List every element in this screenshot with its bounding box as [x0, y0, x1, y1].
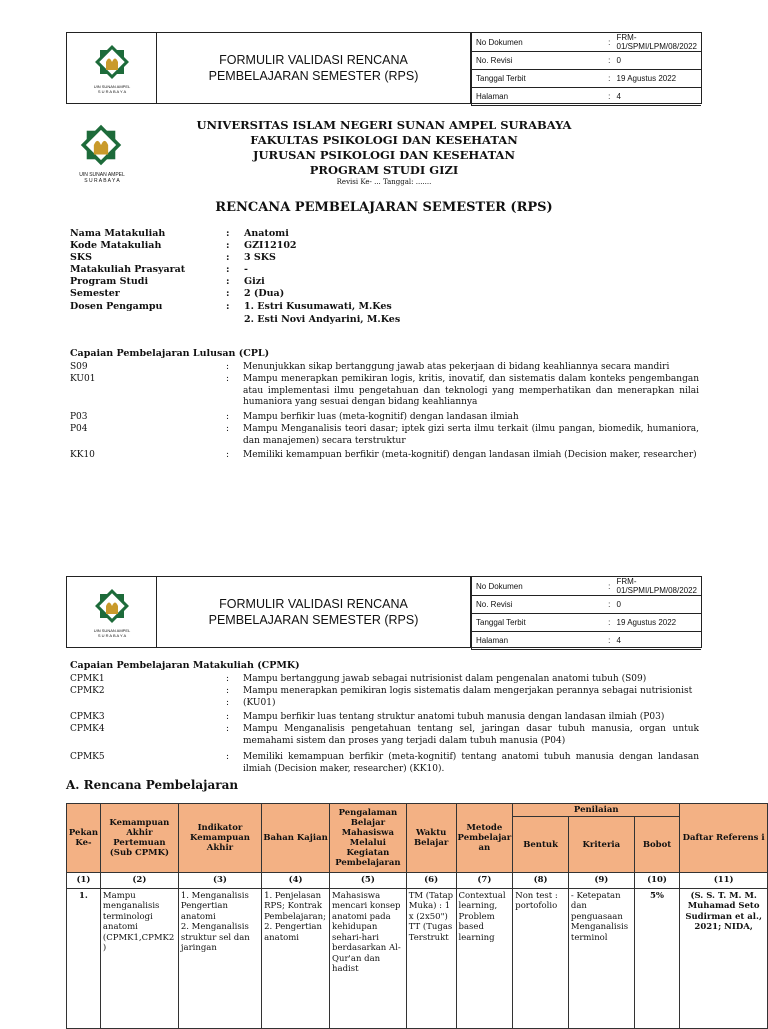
form-title [157, 33, 471, 103]
doc-label: No Dokumen [472, 577, 606, 596]
document-info-table [471, 33, 701, 106]
table-row [67, 888, 768, 1028]
document-info-table [471, 577, 701, 650]
cpmk-text: Mampu menerapkan pemikiran logis sistematis dalam mengerjakan perannya sebagai nutrisionist [243, 686, 693, 696]
colon: : [226, 374, 230, 384]
cpmk-text: Mampu berfikir luas tentang struktur anatomi tubuh manusia dengan landasan ilmiah (P03) [243, 712, 665, 722]
doc-value: FRM-01/SPMI/LPM/08/2022 [613, 577, 701, 596]
cell-indikator [178, 888, 261, 1028]
colon: : [226, 698, 230, 708]
doc-label: Tanggal Terbit [472, 614, 606, 632]
cpl-text: Mampu menerapkan pemikiran logis, kritis, inovatif, dan sistematis dalam konteks pengembangan atau implementasi ilmu pengetahuan dan teknologi yang memperhatikan dan menerapkan nilai humaniora yang sesuai dengan bidang keahliannya [243, 374, 699, 407]
colon: : [606, 88, 613, 106]
cpl-text: Memiliki kemampuan berfikir (meta-kognitif) dengan landasan ilmiah (Decision maker, researcher) [243, 450, 697, 460]
colon: : [606, 52, 613, 70]
cell-waktu: TM (Tatap Muka) : 1 x (2x50") TT (Tugas Terstrukt [406, 888, 456, 1028]
cell-kemampuan: Mampu menganalisis terminologi anatomi (CPMK1,CPMK2 ) [100, 888, 178, 1028]
form-header [66, 32, 702, 104]
form-title-line1: FORMULIR VALIDASI RENCANA [219, 597, 408, 611]
column-number-row [67, 873, 768, 889]
info-value: 2. Esti Novi Andyarini, M.Kes [244, 314, 401, 325]
colon: : [606, 577, 613, 596]
colon: : [226, 252, 230, 263]
cell-pekan: 1. [67, 888, 101, 1028]
form-title-line2: PEMBELAJARAN SEMESTER (RPS) [208, 613, 419, 627]
colon: : [226, 412, 230, 422]
doc-label: No Dokumen [472, 33, 606, 52]
cpl-code: S09 [70, 362, 88, 372]
cpl-code: KK10 [70, 450, 95, 460]
uinsa-logo-icon [91, 41, 133, 83]
column-number: (10) [634, 873, 679, 889]
cpl-code: P04 [70, 424, 88, 434]
info-key: Matakuliah Prasyarat [70, 264, 186, 275]
program-name: PROGRAM STUDI GIZI [309, 163, 459, 177]
cpmk-code: CPMK4 [70, 724, 105, 734]
info-value: Gizi [244, 276, 265, 287]
doc-value: FRM-01/SPMI/LPM/08/2022 [613, 33, 701, 52]
department-name: JURUSAN PSIKOLOGI DAN KESEHATAN [253, 148, 515, 162]
cell-pengalaman: Mahasiswa mencari konsep anatomi pada kehidupan sehari-hari berdasarkan Al-Qur'an dan hadist [330, 888, 407, 1028]
info-value: 3 SKS [244, 252, 276, 263]
colon: : [606, 614, 613, 632]
cpl-text: Mampu Menganalisis teori dasar; iptek gizi serta ilmu terkait (ilmu pangan, biomedik, humaniora, dan manajemen) secara terstruktur [243, 424, 699, 446]
logo-caption: UIN SUNAN AMPEL [93, 628, 131, 633]
cpl-code: P03 [70, 412, 88, 422]
info-key: Semester [70, 288, 120, 299]
column-number: (7) [456, 873, 513, 889]
colon: : [226, 240, 230, 251]
cpmk-heading: Capaian Pembelajaran Matakuliah (CPMK) [70, 660, 300, 671]
info-value: 1. Estri Kusumawati, M.Kes [244, 301, 392, 312]
colon: : [226, 724, 230, 734]
column-number: (6) [406, 873, 456, 889]
doc-value: 4 [613, 632, 701, 650]
doc-label: Tanggal Terbit [472, 70, 606, 88]
info-value: - [244, 264, 248, 275]
header-pengalaman: Pengalaman Belajar Mahasiswa Melalui Kegiatan Pembelajaran [330, 804, 407, 873]
logo-cell [67, 33, 157, 103]
column-number: (3) [178, 873, 261, 889]
doc-label: Halaman [472, 88, 606, 106]
logo-caption: UIN SUNAN AMPEL [93, 84, 131, 89]
column-number: (1) [67, 873, 101, 889]
doc-value: 0 [613, 52, 701, 70]
cpmk-text: Mampu Menganalisis pengetahuan tentang sel, jaringan dasar tubuh manusia, organ untuk memahami sistem dan proses yang terjadi dalam tubuh manusia (P04) [243, 724, 699, 746]
info-key: SKS [70, 252, 92, 263]
column-number: (5) [330, 873, 407, 889]
bahan-item: 2. Pengertian anatomi [264, 922, 322, 943]
learning-plan-table [66, 803, 768, 1029]
logo-cell [67, 577, 157, 647]
cell-kriteria: - Ketepatan dan penguasaan Menganalisis terminol [568, 888, 634, 1028]
header-bentuk: Bentuk [513, 817, 569, 873]
form-title-line1: FORMULIR VALIDASI RENCANA [219, 53, 408, 67]
cell-metode: Contextual learning, Problem based learning [456, 888, 513, 1028]
doc-label: No. Revisi [472, 596, 606, 614]
cpmk-code: CPMK3 [70, 712, 105, 722]
info-value: 2 (Dua) [244, 288, 285, 299]
info-key: Nama Matakuliah [70, 228, 166, 239]
colon: : [226, 288, 230, 299]
column-number: (11) [680, 873, 768, 889]
doc-value: 19 Agustus 2022 [613, 70, 701, 88]
colon: : [226, 752, 230, 762]
cpmk-code: CPMK1 [70, 674, 105, 684]
column-number: (8) [513, 873, 569, 889]
university-name: UNIVERSITAS ISLAM NEGERI SUNAN AMPEL SURABAYA [196, 118, 572, 132]
column-number: (9) [568, 873, 634, 889]
header-bobot: Bobot [634, 817, 679, 873]
colon: : [226, 301, 230, 312]
colon: : [226, 276, 230, 287]
cell-bahan [262, 888, 330, 1028]
cpl-heading: Capaian Pembelajaran Lulusan (CPL) [70, 348, 270, 359]
colon: : [606, 33, 613, 52]
header-kriteria: Kriteria [568, 817, 634, 873]
revision-line: Revisi Ke- ... Tanggal: ....... [336, 178, 432, 186]
doc-value: 19 Agustus 2022 [613, 614, 701, 632]
cpmk-text: (KU01) [243, 698, 276, 708]
cell-daftar: (S. S. T. M. M. Muhamad Seto Sudirman et al., 2021; NIDA, [680, 888, 768, 1028]
indikator-item: 2. Menganalisis struktur sel dan jaringan [180, 922, 250, 953]
colon: : [606, 632, 613, 650]
colon: : [226, 424, 230, 434]
doc-label: Halaman [472, 632, 606, 650]
form-title [157, 577, 471, 647]
info-key: Kode Matakuliah [70, 240, 162, 251]
cpl-code: KU01 [70, 374, 96, 384]
header-waktu: Waktu Belajar [406, 804, 456, 873]
colon: : [606, 596, 613, 614]
form-title-line2: PEMBELAJARAN SEMESTER (RPS) [208, 69, 419, 83]
colon: : [226, 686, 230, 696]
colon: : [606, 70, 613, 88]
cell-bobot: 5% [634, 888, 679, 1028]
colon: : [226, 674, 230, 684]
header-bahan: Bahan Kajian [262, 804, 330, 873]
doc-value: 0 [613, 596, 701, 614]
bahan-item: 1. Penjelasan RPS; Kontrak Pembelajaran; [264, 890, 326, 922]
faculty-name: FAKULTAS PSIKOLOGI DAN KESEHATAN [250, 133, 518, 147]
cpmk-text: Mampu bertanggung jawab sebagai nutrisionist dalam pengenalan anatomi tubuh (S09) [243, 674, 647, 684]
cpmk-code: CPMK2 [70, 686, 105, 696]
colon: : [226, 228, 230, 239]
doc-label: No. Revisi [472, 52, 606, 70]
colon: : [226, 712, 230, 722]
header-metode: Metode Pembelajar an [456, 804, 513, 873]
info-value: Anatomi [244, 228, 289, 239]
document-title: RENCANA PEMBELAJARAN SEMESTER (RPS) [215, 200, 553, 215]
logo-caption-city: S U R A B A Y A [97, 89, 127, 94]
uinsa-logo-icon [91, 585, 133, 627]
header-daftar: Daftar Referens i [680, 804, 768, 873]
info-key: Dosen Pengampu [70, 301, 163, 312]
course-info [70, 228, 470, 338]
header-penilaian: Penilaian [513, 804, 680, 817]
header-indikator: Indikator Kemampuan Akhir [178, 804, 261, 873]
cell-bentuk: Non test : portofolio [513, 888, 569, 1028]
logo-caption-city: S U R A B A Y A [84, 178, 120, 184]
cpl-text: Menunjukkan sikap bertanggung jawab atas pekerjaan di bidang keahliannya secara mandiri [243, 362, 670, 372]
logo-caption: UIN SUNAN AMPEL [79, 172, 125, 178]
doc-value: 4 [613, 88, 701, 106]
form-header [66, 576, 702, 648]
colon: : [226, 362, 230, 372]
column-number: (2) [100, 873, 178, 889]
cpl-text: Mampu berfikir luas (meta-kognitif) dengan landasan ilmiah [243, 412, 519, 422]
logo-caption-city: S U R A B A Y A [97, 633, 127, 638]
cpmk-text: Memiliki kemampuan berfikir (meta-kognitif) tentang anatomi tubuh manusia dengan landasan ilmiah (Decision maker, researcher) (KK10). [243, 752, 699, 774]
colon: : [226, 264, 230, 275]
section-heading: A. Rencana Pembelajaran [66, 778, 239, 792]
colon: : [226, 450, 230, 460]
column-number: (4) [262, 873, 330, 889]
info-value: GZI12102 [244, 240, 297, 251]
indikator-item: 1. Menganalisis Pengertian anatomi [180, 890, 249, 922]
cpmk-code: CPMK5 [70, 752, 105, 762]
header-kemampuan: Kemampuan Akhir Pertemuan (Sub CPMK) [100, 804, 178, 873]
info-key: Program Studi [70, 276, 149, 287]
header-pekan: Pekan Ke- [67, 804, 101, 873]
